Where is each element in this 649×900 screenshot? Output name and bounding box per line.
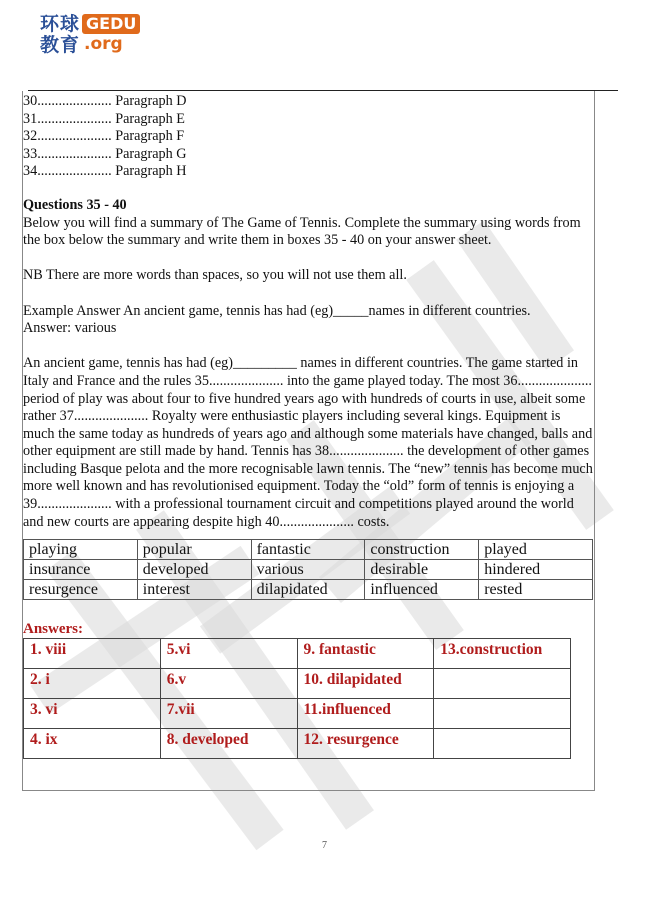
- word-cell: interest: [137, 580, 251, 600]
- matching-item: 32..................... Paragraph F: [23, 128, 185, 145]
- word-cell: influenced: [365, 580, 479, 600]
- example: Example Answer An ancient game, tennis has had (eg)_____names in different countries.: [23, 302, 531, 319]
- word-cell: popular: [137, 540, 251, 560]
- instructions: Below you will find a summary of The Game of Tennis. Complete the summary using words from the box below the summary and write them in boxes 35 - 40 on your answer sheet.: [23, 214, 581, 249]
- answer-cell: [434, 729, 571, 759]
- answer-cell: 8. developed: [160, 729, 297, 759]
- matching-item: 34..................... Paragraph H: [23, 163, 187, 180]
- logo-suffix: .org: [84, 34, 123, 54]
- matching-item: 31..................... Paragraph E: [23, 110, 185, 127]
- answer-cell: 3. vi: [24, 699, 161, 729]
- answer-row: [24, 729, 571, 759]
- answer-cell: 6.v: [160, 669, 297, 699]
- word-cell: fantastic: [251, 540, 365, 560]
- word-cell: played: [479, 540, 593, 560]
- answer-row: [24, 639, 571, 669]
- answer-cell: [434, 669, 571, 699]
- answer-cell: 2. i: [24, 669, 161, 699]
- summary-text: An ancient game, tennis has had (eg)_________ names in different countries. The game started in Italy and France and the rules 35..................... into the game played today. The most 36..................... period of play was about four to five hundred years ago with hundreds of courts in use, albeit some rather 37..................... Royalty were enthusiastic players including several kings. Equipment is much the same today as hundreds of years ago and although some materials have changed, balls and other equipment are still made by hand. Tennis has 38..................... the development of other games including Basque pelota and the more recognisable lawn tennis. The “new” tennis has become much more well known and has revolutionised equipment. Today the “old” form of tennis is enjoying a 39..................... with a professional tournament circuit and competitions played around the world and new courts are appearing despite high 40..................... costs.: [23, 355, 593, 530]
- logo-chinese-text: 环球 教育: [40, 13, 81, 56]
- answer-row: [24, 669, 571, 699]
- answer-cell: 5.vi: [160, 639, 297, 669]
- word-cell: developed: [137, 560, 251, 580]
- answer-cell: 12. resurgence: [297, 729, 434, 759]
- matching-item: 30..................... Paragraph D: [23, 93, 187, 109]
- word-cell: insurance: [24, 560, 138, 580]
- answer-row: [24, 699, 571, 729]
- word-cell: resurgence: [24, 580, 138, 600]
- word-cell: playing: [24, 540, 138, 560]
- page-number: 7: [322, 840, 327, 851]
- word-box: [23, 539, 593, 600]
- answer-cell: 11.influenced: [297, 699, 434, 729]
- answer-cell: [434, 699, 571, 729]
- example-answer: Answer: various: [23, 320, 117, 337]
- header-rule: [28, 90, 618, 91]
- document-body: [23, 93, 593, 759]
- word-cell: dilapidated: [251, 580, 365, 600]
- word-cell: rested: [479, 580, 593, 600]
- matching-list: [23, 93, 593, 181]
- answer-cell: 7.vii: [160, 699, 297, 729]
- answers-heading: Answers:: [23, 621, 83, 638]
- gedu-logo: [40, 14, 140, 56]
- answers-table: [23, 638, 571, 759]
- note: NB There are more words than spaces, so you will not use them all.: [23, 267, 407, 284]
- answer-cell: 10. dilapidated: [297, 669, 434, 699]
- word-cell: hindered: [479, 560, 593, 580]
- word-row: [24, 560, 593, 580]
- answer-cell: 9. fantastic: [297, 639, 434, 669]
- answer-cell: 1. viii: [24, 639, 161, 669]
- word-cell: various: [251, 560, 365, 580]
- word-row: [24, 580, 593, 600]
- matching-item: 33..................... Paragraph G: [23, 145, 187, 162]
- word-row: [24, 540, 593, 560]
- answer-cell: 4. ix: [24, 729, 161, 759]
- word-cell: construction: [365, 540, 479, 560]
- word-cell: desirable: [365, 560, 479, 580]
- logo-brand: GEDU: [82, 14, 140, 34]
- answer-cell: 13.construction: [434, 639, 571, 669]
- section-heading: Questions 35 - 40: [23, 196, 127, 213]
